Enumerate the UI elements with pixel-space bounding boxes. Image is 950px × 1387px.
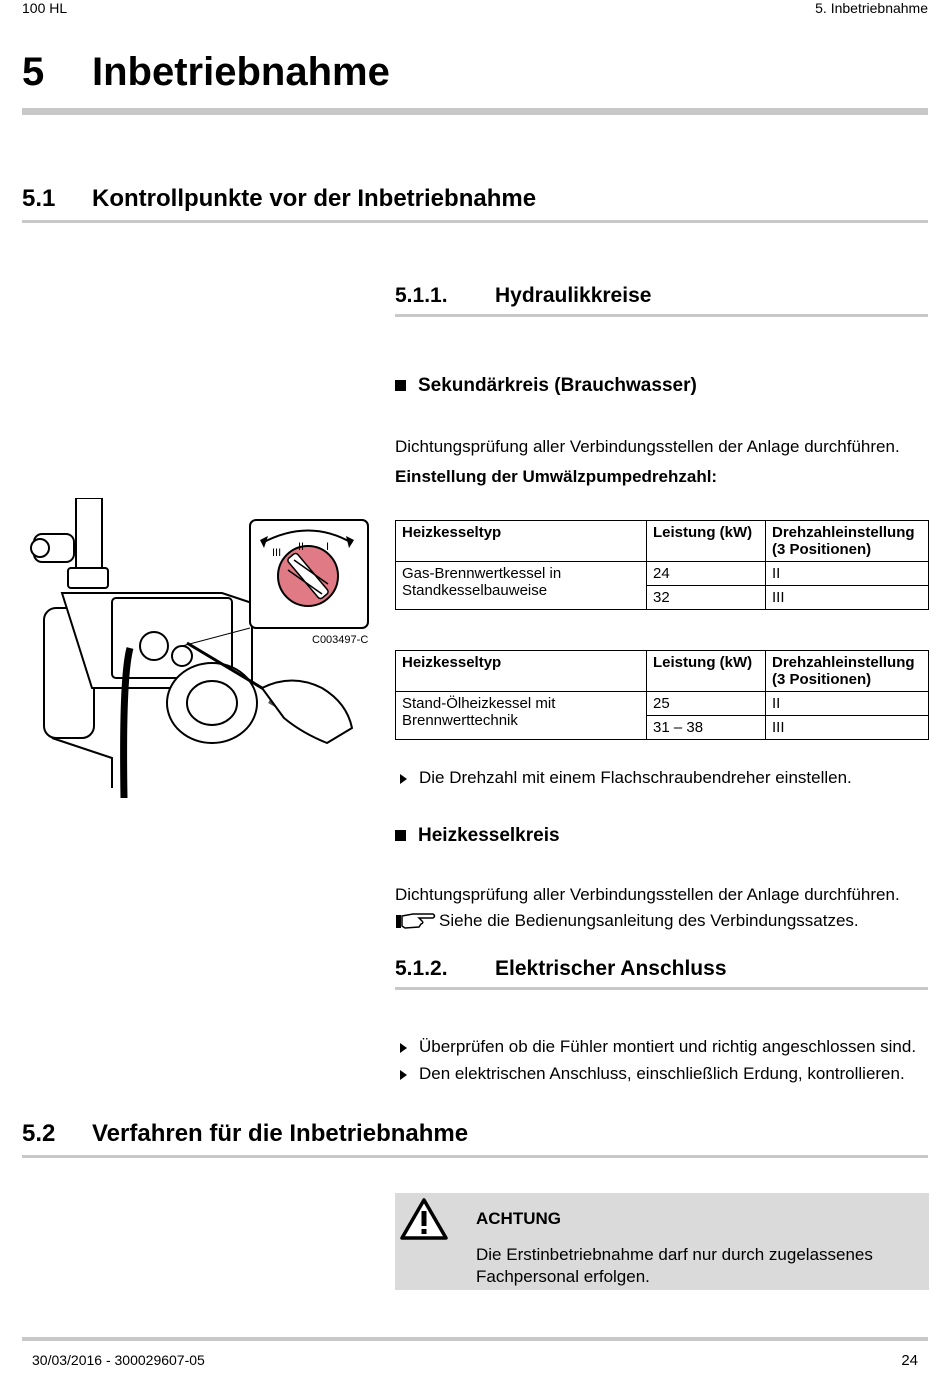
arrow-bullet-icon — [400, 1070, 407, 1080]
boiler-text-2-row — [395, 910, 859, 931]
table-header: Heizkesseltyp — [396, 651, 647, 692]
arrow-bullet-icon — [400, 1043, 407, 1053]
table-header: Drehzahleinstellung (3 Positionen) — [766, 521, 929, 562]
bullet-speed-text: Die Drehzahl mit einem Flachschraubendreher einstellen. — [419, 768, 852, 787]
warning-text: Die Erstinbetriebnahme darf nur durch zugelassenes Fachpersonal erfolgen. — [476, 1245, 873, 1286]
table-cell: III — [766, 586, 929, 610]
table-cell: II — [766, 562, 929, 586]
section-rule — [22, 1155, 928, 1158]
arrow-bullet-icon — [400, 774, 407, 784]
subsection-number: 5.1.1. — [395, 284, 448, 307]
subsection-title: Hydraulikkreise — [495, 284, 652, 307]
header-left: 100 HL — [22, 0, 68, 16]
table-cell: 32 — [647, 586, 766, 610]
secondary-text-1: Dichtungsprüfung aller Verbindungsstellen der Anlage durchführen. — [395, 437, 900, 456]
square-bullet-icon — [395, 380, 406, 391]
chapter-rule — [22, 108, 928, 115]
table-cell: 25 — [647, 692, 766, 716]
speed-table-gas — [395, 520, 929, 610]
subsection-rule — [395, 987, 928, 990]
list-item — [400, 1064, 905, 1084]
table-cell-type: Gas-Brennwertkessel in Standkesselbauweise — [396, 562, 647, 610]
subsection-number: 5.1.2. — [395, 957, 448, 980]
section-title: Kontrollpunkte vor der Inbetriebnahme — [92, 185, 537, 212]
table-cell: 31 – 38 — [647, 716, 766, 740]
table-cell: II — [766, 692, 929, 716]
table-cell: III — [766, 716, 929, 740]
pump-illustration — [22, 498, 392, 803]
header-right: 5. Inbetriebnahme — [815, 0, 928, 16]
table-header: Drehzahleinstellung (3 Positionen) — [766, 651, 929, 692]
footer-rule — [22, 1337, 928, 1341]
secondary-heading: Sekundärkreis (Brauchwasser) — [418, 375, 697, 396]
warning-triangle-icon — [399, 1197, 449, 1241]
list-item — [400, 1037, 916, 1057]
square-bullet-icon — [395, 830, 406, 841]
warning-box — [395, 1193, 929, 1290]
table-cell-type: Stand-Ölheizkessel mit Brennwerttechnik — [396, 692, 647, 740]
chapter-number: 5 — [22, 50, 45, 94]
figure-code: C003497-C — [312, 634, 369, 646]
table-header: Heizkesseltyp — [396, 521, 647, 562]
boiler-heading: Heizkesselkreis — [418, 825, 560, 846]
table-header: Leistung (kW) — [647, 651, 766, 692]
footer-left: 30/03/2016 - 300029607-05 — [32, 1352, 205, 1368]
boiler-text-1: Dichtungsprüfung aller Verbindungsstellen der Anlage durchführen. — [395, 885, 900, 904]
bullet-speed-row — [400, 768, 852, 788]
subsection-title: Elektrischer Anschluss — [495, 957, 727, 980]
secondary-text-2: Einstellung der Umwälzpumpedrehzahl: — [395, 467, 718, 486]
section-rule — [22, 220, 928, 223]
table-cell: 24 — [647, 562, 766, 586]
section-number: 5.2 — [22, 1120, 56, 1147]
dial-label-i: I — [326, 541, 330, 553]
dial-label-iii: III — [272, 547, 282, 559]
warning-title: ACHTUNG — [476, 1209, 561, 1228]
table-header: Leistung (kW) — [647, 521, 766, 562]
hand-pointer-icon — [395, 910, 437, 930]
boiler-heading-block — [395, 825, 560, 847]
page-number: 24 — [901, 1352, 918, 1369]
section-number: 5.1 — [22, 185, 56, 212]
section-title: Verfahren für die Inbetriebnahme — [92, 1120, 469, 1147]
secondary-heading-block — [395, 375, 697, 397]
speed-table-oil — [395, 650, 929, 740]
list-item-text: Den elektrischen Anschluss, einschließlich Erdung, kontrollieren. — [419, 1064, 905, 1083]
dial-label-ii: II — [298, 541, 305, 553]
subsection-rule — [395, 314, 928, 317]
chapter-title: Inbetriebnahme — [92, 50, 390, 94]
list-item-text: Überprüfen ob die Fühler montiert und richtig angeschlossen sind. — [419, 1037, 917, 1056]
boiler-text-2: Siehe die Bedienungsanleitung des Verbindungssatzes. — [439, 911, 859, 930]
